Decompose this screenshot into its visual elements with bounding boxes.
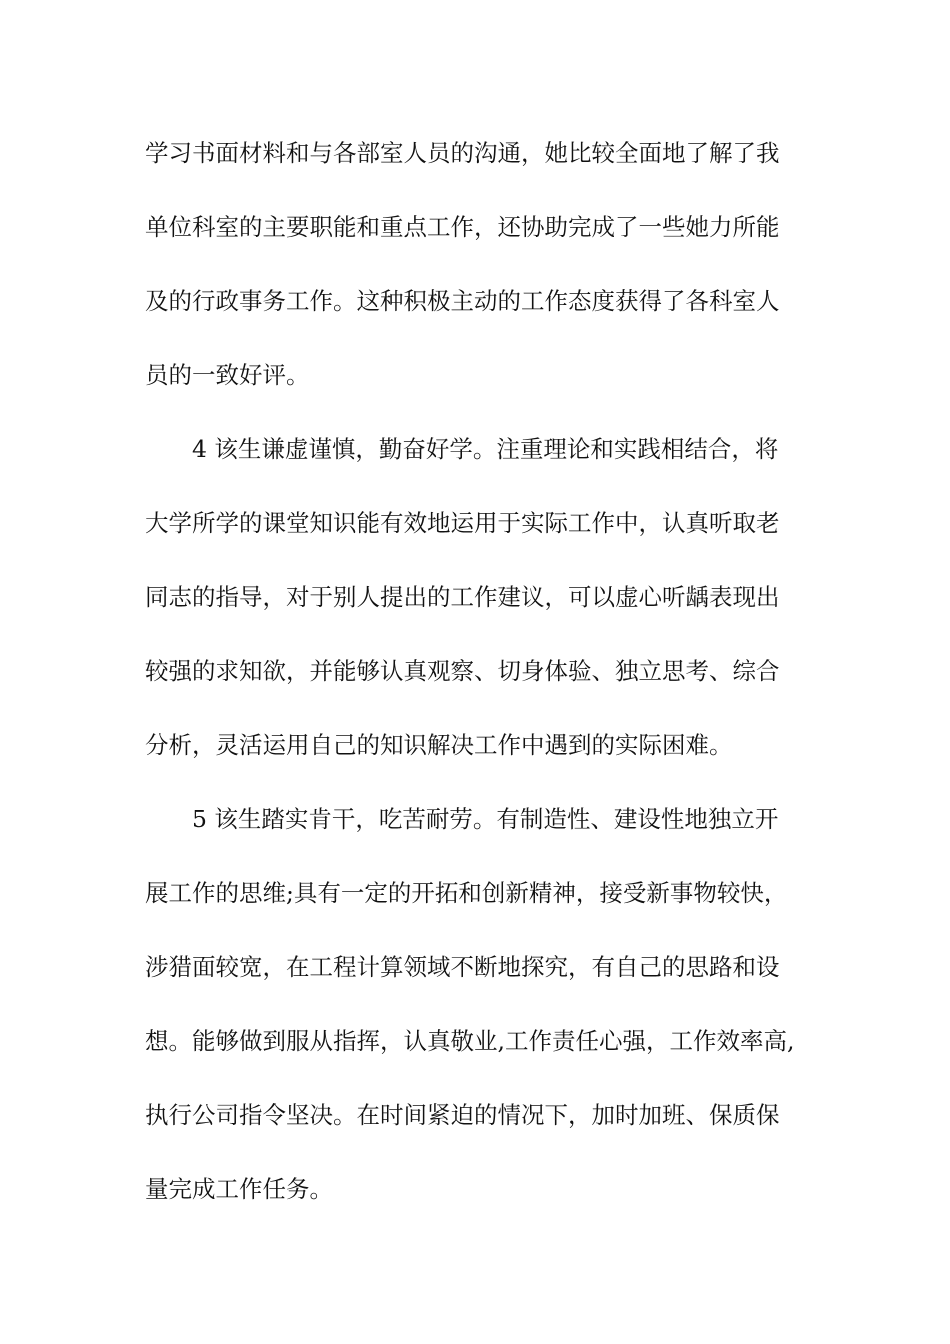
text-line-4: 员的一致好评。	[145, 361, 310, 389]
text-line-13: 想。能够做到服从指挥，认真敬业,工作责任心强，工作效率高,	[145, 1027, 795, 1055]
text-line-2: 单位科室的主要职能和重点工作，还协助完成了一些她力所能	[145, 213, 780, 241]
paragraph-5-first-line: 5 该生踏实肯干，吃苦耐劳。有制造性、建设性地独立开	[192, 805, 779, 833]
text-line-6: 大学所学的课堂知识能有效地运用于实际工作中，认真听取老	[145, 509, 780, 537]
text-line-1: 学习书面材料和与各部室人员的沟通，她比较全面地了解了我	[145, 139, 780, 167]
text-line-15: 量完成工作任务。	[145, 1175, 333, 1203]
text-line-11: 展工作的思维;具有一定的开拓和创新精神，接受新事物较快，	[145, 879, 788, 907]
paragraph-4-first-line: 4 该生谦虚谨慎，勤奋好学。注重理论和实践相结合，将	[192, 435, 779, 463]
text-line-9: 分析，灵活运用自己的知识解决工作中遇到的实际困难。	[145, 731, 733, 759]
text-line-12: 涉猎面较宽，在工程计算领域不断地探究，有自己的思路和设	[145, 953, 780, 981]
text-line-3: 及的行政事务工作。这种积极主动的工作态度获得了各科室人	[145, 287, 780, 315]
text-line-7: 同志的指导，对于别人提出的工作建议，可以虚心听龋表现出	[145, 583, 780, 611]
text-line-8: 较强的求知欲，并能够认真观察、切身体验、独立思考、综合	[145, 657, 780, 685]
text-line-14: 执行公司指令坚决。在时间紧迫的情况下，加时加班、保质保	[145, 1101, 780, 1129]
